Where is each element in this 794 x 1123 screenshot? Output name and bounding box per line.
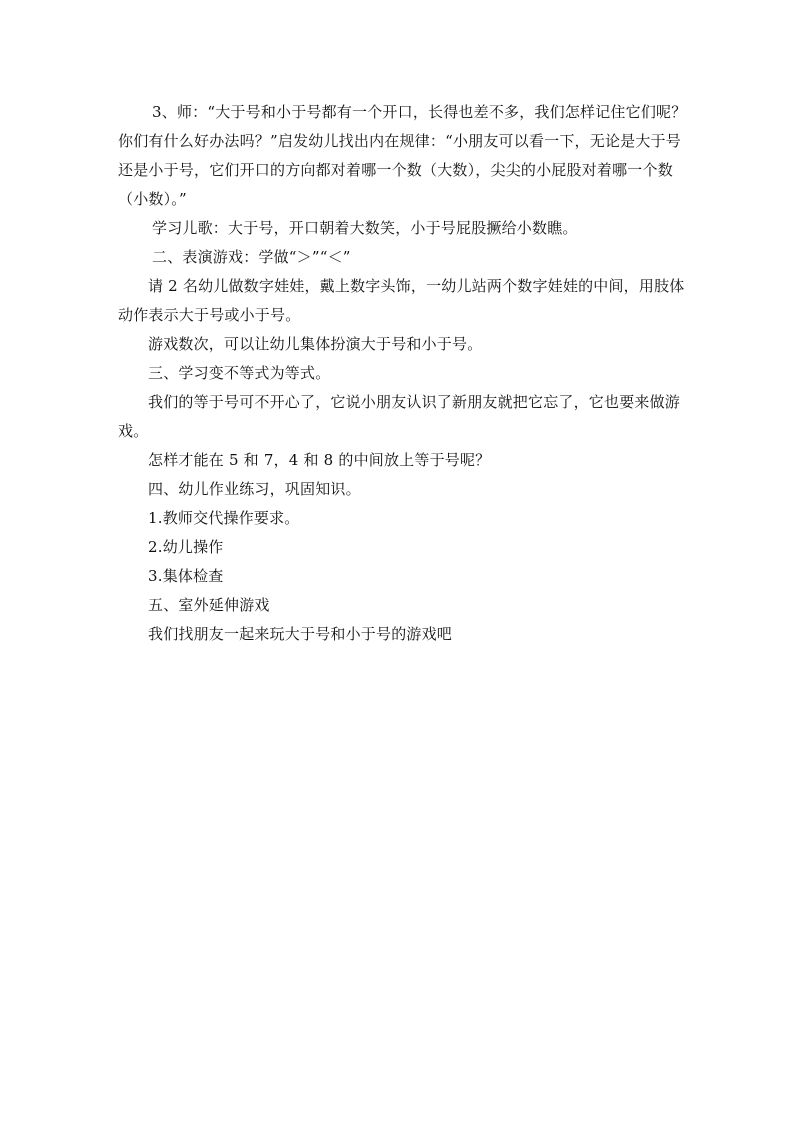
- heading-performance-game: 二、表演游戏：学做“＞”“＜”: [152, 248, 351, 266]
- paragraph-teacher-question: 3、师：“大于号和小于号都有一个开口，长得也差不多，我们怎样记住它们呢？你们有什么好办法吗？”启发幼儿找出内在规律：“小朋友可以看一下，无论是大于号还是小于号，它们开口的方向都对着哪一个数（大数），尖尖的小屁股对着哪一个数（小数）。”: [118, 103, 687, 208]
- paragraph-find-friends: 我们找朋友一起来玩大于号和小于号的游戏吧: [148, 625, 453, 643]
- heading-outdoor-game: 五、室外延伸游戏: [148, 596, 270, 614]
- document-body: [118, 98, 694, 649]
- heading-homework-practice: 四、幼儿作业练习，巩固知识。: [148, 480, 361, 498]
- paragraph-number-dolls: 请 2 名幼儿做数字娃娃，戴上数字头饰，一幼儿站两个数字娃娃的中间，用肢体动作表示大于号或小于号。: [118, 277, 685, 324]
- paragraph-nursery-rhyme: 学习儿歌：大于号，开口朝着大数笑，小于号屁股撅给小数瞧。: [152, 219, 578, 237]
- list-item-teacher-requirements: 1.教师交代操作要求。: [148, 509, 300, 527]
- list-item-group-check: 3.集体检查: [148, 567, 224, 585]
- paragraph-repeat-game: 游戏数次，可以让幼儿集体扮演大于号和小于号。: [148, 335, 483, 353]
- list-item-children-operate: 2.幼儿操作: [148, 538, 224, 556]
- heading-inequality-to-equation: 三、学习变不等式为等式。: [148, 364, 331, 382]
- paragraph-equal-sign-question: 怎样才能在 5 和 7，4 和 8 的中间放上等于号呢？: [148, 451, 491, 469]
- paragraph-equal-sign-story: 我们的等于号可不开心了，它说小朋友认识了新朋友就把它忘了，它也要来做游戏。: [118, 393, 681, 440]
